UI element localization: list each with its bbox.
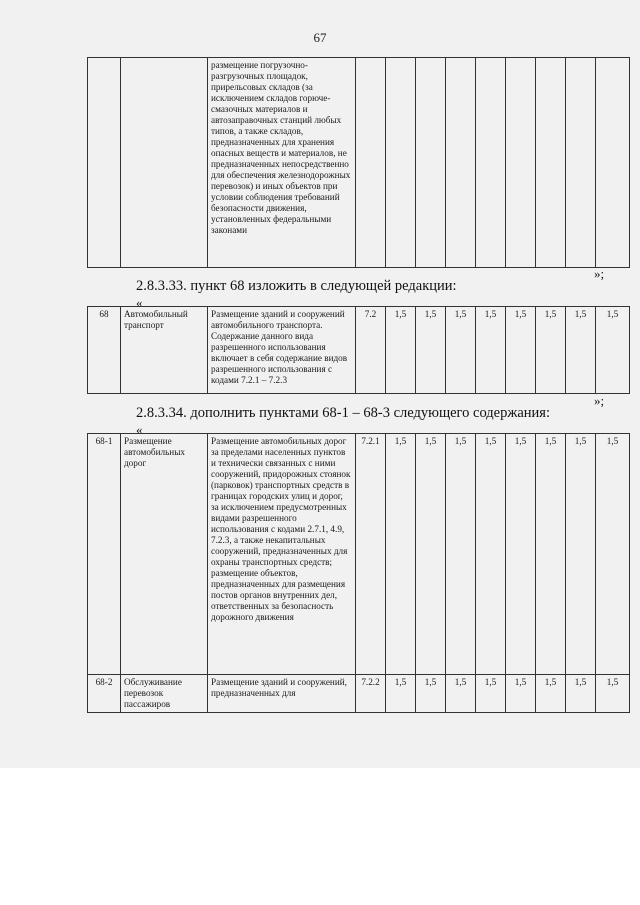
item-number: 68-2 bbox=[88, 675, 121, 713]
section-heading: 2.8.3.33. пункт 68 изложить в следующей редакции: bbox=[136, 278, 457, 294]
value-cell: 1,5 bbox=[536, 307, 566, 394]
item-number: 68 bbox=[88, 307, 121, 394]
value-cell: 1,5 bbox=[506, 307, 536, 394]
use-description: Размещение зданий и сооружений, предназначенных для bbox=[208, 675, 356, 713]
table-row bbox=[88, 58, 630, 268]
item-number: 68-1 bbox=[88, 434, 121, 675]
value-cell: 1,5 bbox=[416, 675, 446, 713]
use-code: 7.2.2 bbox=[356, 675, 386, 713]
value-cell: 1,5 bbox=[386, 675, 416, 713]
use-name: Автомобильный транспорт bbox=[121, 307, 208, 394]
use-description: размещение погрузочно-разгрузочных площадок, прирельсовых складов (за исключением складов горюче-смазочных материалов и автозаправочных станций любых типов, а также складов, предназначенных для хранения опасных веществ и материалов, не предназначенных непосредственно для обеспечения железнодорожных перевозок) и иных объектов при условии соблюдения требований безопасности движения, установленных федеральными законами bbox=[208, 58, 356, 268]
closing-quote: »; bbox=[594, 393, 605, 408]
value-cell: 1,5 bbox=[566, 307, 596, 394]
table-continuation bbox=[87, 57, 630, 268]
value-cell: 1,5 bbox=[416, 434, 446, 675]
value-cell: 1,5 bbox=[536, 675, 566, 713]
value-cell: 1,5 bbox=[446, 675, 476, 713]
value-cell: 1,5 bbox=[506, 434, 536, 675]
table-items-68-1-68-3 bbox=[87, 433, 630, 713]
value-cell: 1,5 bbox=[566, 434, 596, 675]
use-description: Размещение зданий и сооружений автомобильного транспорта. Содержание данного вида разрешенного использования включает в себя содержание видов разрешенного использования с кодами 7.2.1 – 7.2.3 bbox=[208, 307, 356, 394]
value-cell: 1,5 bbox=[386, 434, 416, 675]
use-code: 7.2.1 bbox=[356, 434, 386, 675]
section-heading: 2.8.3.34. дополнить пунктами 68-1 – 68-3 следующего содержания: bbox=[136, 405, 551, 421]
use-name: Размещение автомобильных дорог bbox=[121, 434, 208, 675]
value-cell: 1,5 bbox=[476, 434, 506, 675]
use-name: Обслуживание перевозок пассажиров bbox=[121, 675, 208, 713]
page-number: 67 bbox=[313, 30, 327, 45]
value-cell: 1,5 bbox=[596, 307, 630, 394]
value-cell: 1,5 bbox=[476, 675, 506, 713]
table-row bbox=[88, 434, 630, 675]
table-item-68 bbox=[87, 306, 630, 394]
opening-quote: « bbox=[136, 295, 143, 310]
use-code: 7.2 bbox=[356, 307, 386, 394]
value-cell: 1,5 bbox=[416, 307, 446, 394]
value-cell: 1,5 bbox=[566, 675, 596, 713]
use-description: Размещение автомобильных дорог за пределами населенных пунктов и технически связанных с ними сооружений, придорожных стоянок (парковок) транспортных средств в границах городских улиц и дорог, за исключением предусмотренных видами разрешенного использования с кодами 2.7.1, 4.9, 7.2.3, а также некапитальных сооружений, предназначенных для охраны транспортных средств; размещение объектов, предназначенных для размещения постов органов внутренних дел, ответственных за безопасность дорожного движения bbox=[208, 434, 356, 675]
value-cell: 1,5 bbox=[446, 434, 476, 675]
opening-quote: « bbox=[136, 422, 143, 437]
table-row bbox=[88, 307, 630, 394]
value-cell: 1,5 bbox=[596, 675, 630, 713]
value-cell: 1,5 bbox=[536, 434, 566, 675]
table-row bbox=[88, 675, 630, 713]
value-cell: 1,5 bbox=[596, 434, 630, 675]
value-cell: 1,5 bbox=[386, 307, 416, 394]
value-cell: 1,5 bbox=[476, 307, 506, 394]
value-cell: 1,5 bbox=[446, 307, 476, 394]
value-cell: 1,5 bbox=[506, 675, 536, 713]
closing-quote: »; bbox=[594, 266, 605, 281]
